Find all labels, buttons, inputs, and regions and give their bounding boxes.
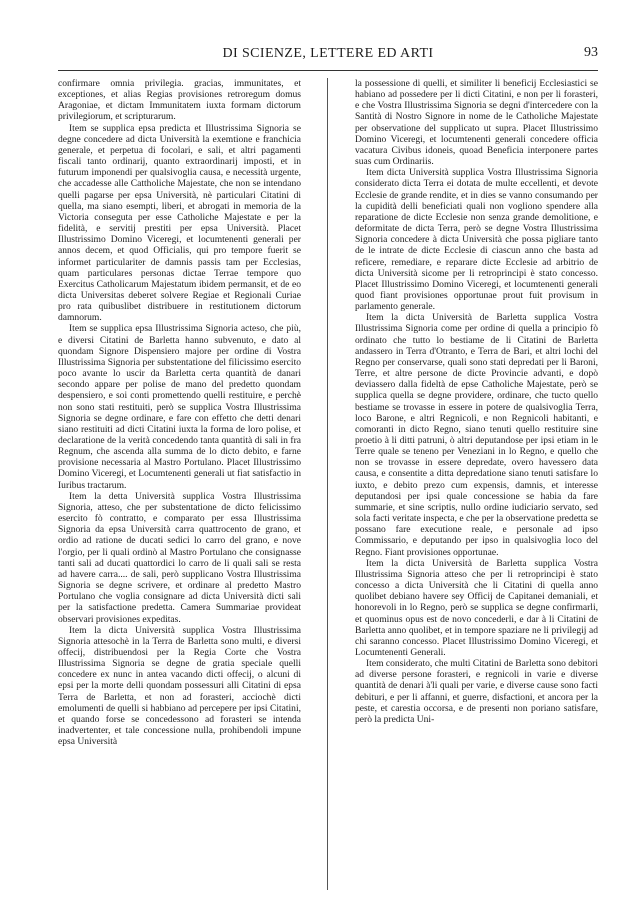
running-head: DI SCIENZE, LETTERE ED ARTI (222, 46, 434, 61)
header-rule (58, 70, 598, 71)
paragraph: Item considerato, che multi Citatini de Barletta sono debitori ad diverse persone forasteri, e regnicoli in varie e diverse quantità de denari à'li quali per varie, e diverse cause sono facti debituri, e per li affanni, et guerre, disfactioni, et ancora per la peste, et carestia occorsa, e de presenti non poriano satisfare, però la predicta Uni- (355, 658, 598, 725)
page-header (58, 44, 598, 64)
page-number: 93 (584, 45, 598, 60)
paragraph: Item la dicta Università de Barletta supplica Vostra Illustrissima Signoria come per ordine di quella a principio fò ordinato che tutto lo bestiame de li Citatini de Barletta andassero in Terra d'Otranto, e Terra de Bari, et altri lochi del Regno per conservarse, quali sono stati depredati per li Baroni, Terre, et altre persone de dicte Provincie advanti, e dopò deviassero dalla fideltà de epse Catholiche Majestate, però se supplica quella se degne providere, ordinare, che tucto quello bestiame se trovasse in essere in potere de qualsivoglia Terra, loco Barone, e altri Regnicoli, e non Regnicoli habitanti, e comoranti in dicto Regno, siano tenuti quello restituire sine proetio à li ditti patruni, ò altri deputandose per ipsi etiam in le Terre quale se teneno per Veneziani in lo Regno, e quello che non se trovasse in essere depredate, overo havessero data causa, e consentite a ditta depredatione siano tenuti satisfare lo iuxto, e debito prezo cum expensis, damnis, et interesse deputandosi per ipsi quale concessione se habia da fare summarie, et sine scriptis, nullo ordine iudiciario servato, sed sola facti veritate inspecta, e che per la observatione predetta se possano fare executione reale, e personale ad ipso Commissario, e deputando per ipso in qualsivoglia loco del Regno. Fiant provisiones opportunae. (355, 312, 598, 558)
paragraph: Item la dicta Università de Barletta supplica Vostra Illustrissima Signoria atteso che per li retroprincipi è stato concesso a dicta Università che li Citatini di quella anno quolibet debiano havere sey Officij de Capitanei demaniali, et honorevoli in lo Regno, però se supplica se degne confirmarli, et quominus opus est de novo concederli, e dar à li Citatini de Barletta anno quolibet, et in tempore spaziare ne li privilegij ad chi saranno concesso. Placet Illustrissimo Domino Viceregi, et Locumtenenti Generali. (355, 557, 598, 658)
right-column (355, 78, 598, 890)
paragraph: Item se supplica epsa Illustrissima Signoria acteso, che più, e diversi Citatini de Barletta hanno subvenuto, e dato al quondam Signore Dispensiero majore per ordine di Vostra Illustrissima Signoria per substentatione del filicissimo esercito poco avante lo uscir da Barletta certa quantità de danari secondo appare per polise de mano del predetto quondam despensiero, e soi conti promettendo quelli restituire, e perchè non sono stati restituiti, però se supplica Vostra Illustrissima Signoria se degne ordinare, e fare con effetto che detti denari siano restituiti ad dicti Citatini iuxta la forma de loro polise, et declaratione de la verità concedendo tanta quantità di sali in fra Regnum, che ascenda alla summa de lo dicto debito, e farne provisione necessaria al Mastro Portulano. Placet Illustrissimo Domino Viceregi, et Locumtenenti generali ut fiat satisfactio in Iuribus tractarum. (58, 323, 301, 491)
column-divider (327, 78, 328, 890)
paragraph: Item la detta Università supplica Vostra Illustrissima Signoria, atteso, che per substentatione de dicto felicissimo esercito fò contratto, e comparato per essa Illustrissima Signoria da epsa Università carra quattrocento de grano, et ordio ad ratione de ducati sedici lo carro del grano, e nove l'orgio, per li quali ordinò al Mastro Portulano che consignasse tanti sali ad ducati quattordici lo carro de li quali sali se resta ad havere carra.... de sali, però supplicano Vostra Illustrissima Signoria se degne scrivere, et ordinare al predetto Mastro Portulano che voglia consignare ad dicta Università dicti sali per la satisfactione predetta. Camera Summariae provideat observari provisiones expeditas. (58, 490, 301, 625)
paragraph: Item se supplica epsa predicta et Illustrissima Signoria se degne concedere ad dicta Università la exemtione e franchicia generale, et perpetua di focolari, e sali, et altri pagamenti fiscali tanto ordinarij, quanto extraordinarij imposti, et in futurum imponendi per qualsivoglia causa, e necessità urgente, che accadesse alle Cattholiche Majestate, che non se intendano quelli pagarse per epsa Università, nè particulari Citatini di quella, ma siano esempti, liberi, et abrogati in memoria de la Victoria conseguta per esse Catholiche Majestate e per la fidelità, e servitij prestiti per epsa Università. Placet Illustrissimo Domino Viceregi, et locumtenenti generali per annos decem, et quod Officialis, qui pro tempore fuerit se informet particulariter de damnis passis tam per Ecclesias, quam particulares personas dictae Terrae tempore quo Exercitus Catholicarum Majestatum ibidem permansit, et de eo dicta Universitas deberet solvere Regiae et Regionali Curiae pro rata quibuslibet distribuere in restitutionem dictorum damnorum. (58, 122, 301, 324)
paragraph: la possessione di quelli, et similiter li beneficij Ecclesiastici se habiano ad possedere per li dicti Citatini, e non per li forasteri, e che Vostra Illustrissima Signoria se degni d'intercedere con la Santità di Nostro Signore in nome de le Catholiche Majestate per observatione del supplicato ut supra. Placet Illustrissimo Domino Viceregi, et locumtenenti generali concedere officia vacatura Civibus idoneis, quoad Beneficia interponere partes suas cum Ordinariis. (355, 78, 598, 168)
paragraph: Item la dicta Università supplica Vostra Illustrissima Signoria attesochè in la Terra de Barletta sono multi, e diversi offecij, distribuendosi per la Regia Corte che Vostra Illustrissima Signoria se degne de gratia speciale quelli concedere ex nunc in antea vacando dicti offecij, o alcuni di epsi per la morte delli quondam possessuri alli Citatini di epsa Terra de Barletta, et non ad forasteri, acciochè dicti emolumenti de quelli si habbiano ad percepere per ipsi Citatini, et quando forse se concedessono ad forasteri se intenda inadvertenter, et tale concessione nulla, prohibendoli impune epsa Università (58, 624, 301, 748)
paragraph: Item dicta Università supplica Vostra Illustrissima Signoria considerato dicta Terra ei dotata de multe eccellenti, et devote Ecclesie de grande rendite, et in dies se vanno consumando per la cupidità delli beneficiati quali non vogliono spendere alla reparatione de dicte Ecclesie non senza grande demolitione, e deformitate de dicta Terra, però se degne Vostra Illustrissima Signoria concedere à dicta Università che possa pigliare tanto de le intrate de dicte Ecclesie di ciascun anno che basta ad reficere, remediare, e reparare dicte Ecclesie ad arbitrio de dicta Università sicome per li retroprincipi è stato concesso. Placet Illustrissimo Domino Viceregi, et locumtenenti generali quod fiant provisiones opportunae prout fuit provisum in parlamento generale. (355, 167, 598, 313)
paragraph: confirmare omnia privilegia. gracias, immunitates, et exceptiones, et alias Regias provisiones retroregum domus Aragoniae, et dictam Immunitatem iuxta formam dictorum privilegiorum, et scripturarum. (58, 78, 301, 123)
left-column (58, 78, 301, 890)
